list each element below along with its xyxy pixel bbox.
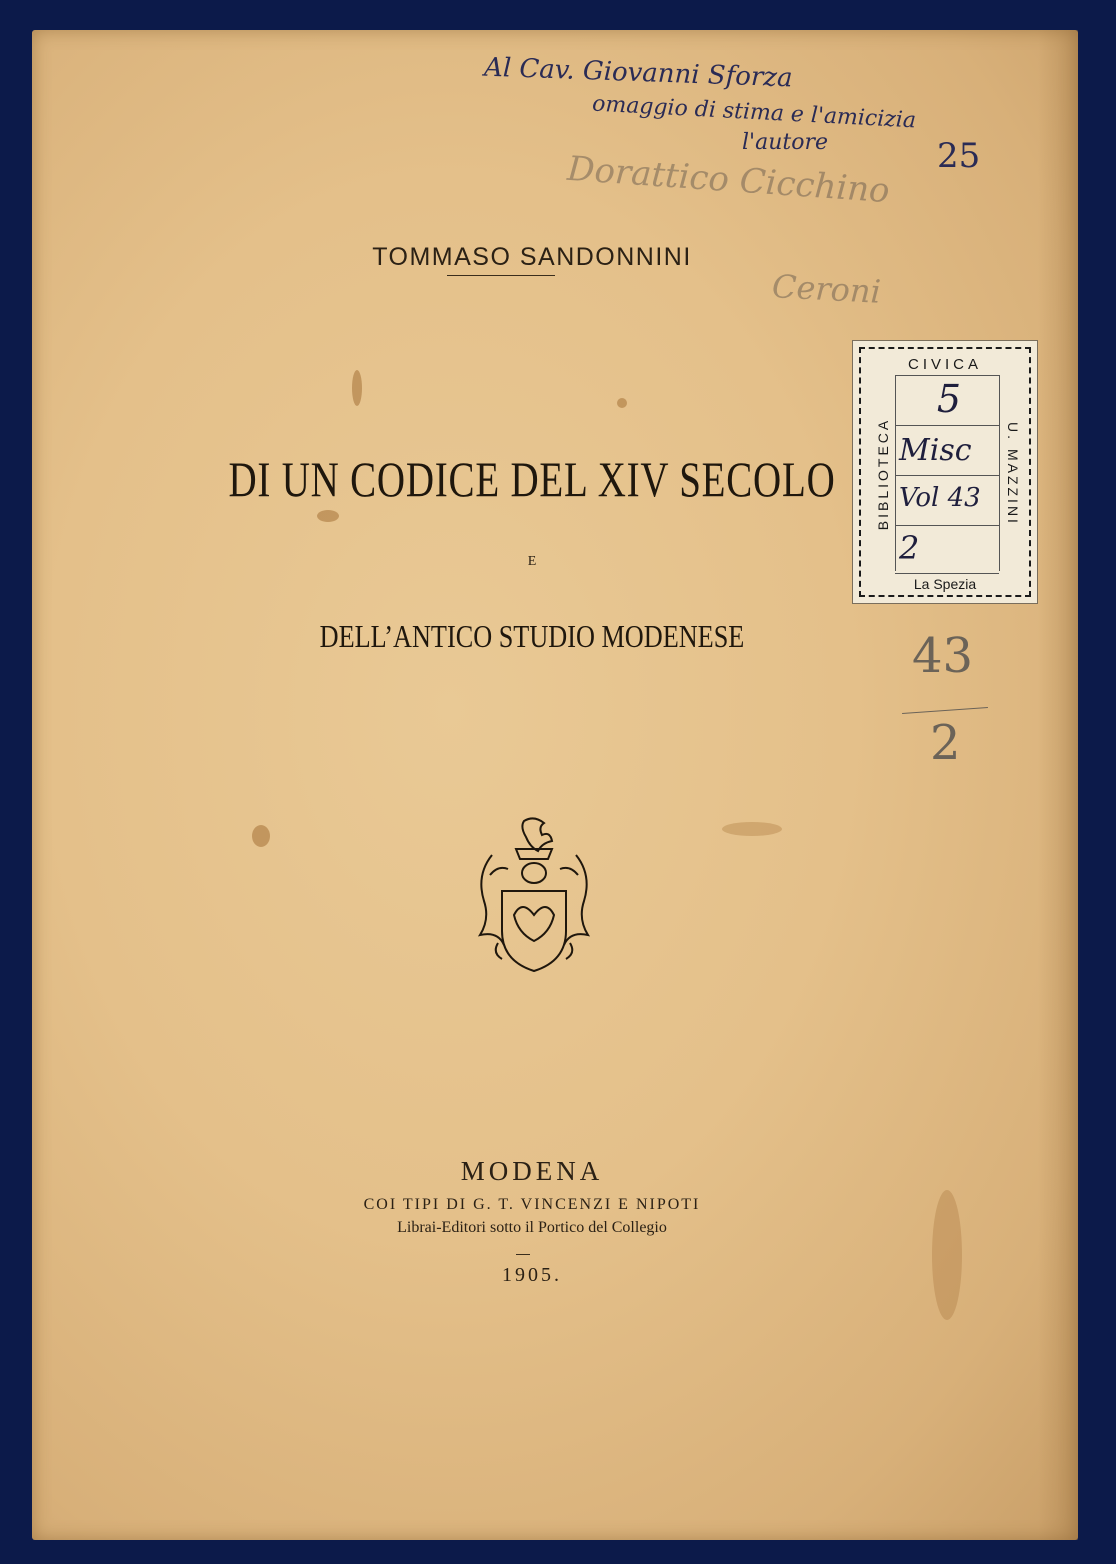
shelfmark-top: 43 — [912, 628, 974, 684]
label-right-text: U. MAZZINI — [1005, 422, 1021, 526]
label-top-text: CIVICA — [907, 356, 982, 373]
label-row-line — [895, 525, 999, 526]
imprint-printer: COI TIPI DI G. T. VINCENZI E NIPOTI — [363, 1196, 701, 1213]
stain — [317, 510, 339, 522]
shelfmark-rule — [902, 707, 988, 714]
spine-edge — [1038, 30, 1078, 1540]
author-rule — [447, 275, 555, 276]
library-label-border — [859, 347, 1031, 597]
imprint-publisher: Librai-Editori sotto il Portico del Collegio — [397, 1219, 667, 1236]
imprint-rule — [516, 1254, 530, 1255]
stain — [617, 398, 627, 408]
book-cover — [32, 30, 1078, 1540]
label-field-2: Misc — [899, 433, 972, 468]
imprint-year: 1905. — [502, 1264, 562, 1286]
library-label — [852, 340, 1038, 604]
label-field-4: 2 — [899, 529, 920, 567]
label-row-line — [895, 375, 999, 376]
label-row-line — [895, 425, 999, 426]
pencil-note-1: Dorattico Cicchino — [565, 148, 891, 212]
dedication-number: 25 — [937, 136, 981, 176]
label-bottom-text: La Spezia — [913, 576, 977, 592]
book-subtitle: DELL’ANTICO STUDIO MODENESE — [319, 618, 745, 654]
author-name: TOMMASO SANDONNINI — [372, 243, 692, 271]
dedication-line-1: Al Cav. Giovanni Sforza — [483, 52, 794, 94]
stain — [252, 825, 270, 847]
dedication-line-3: l'autore — [742, 130, 828, 155]
label-field-3: Vol 43 — [899, 483, 981, 513]
label-row-line — [895, 573, 999, 574]
label-divider-right — [999, 375, 1000, 571]
dedication-line-2: omaggio di stima e l'amicizia — [591, 91, 917, 134]
book-title: DI UN CODICE DEL XIV SECOLO — [228, 451, 836, 507]
label-divider-left — [895, 375, 896, 571]
label-field-1: 5 — [936, 377, 962, 421]
label-row-line — [895, 475, 999, 476]
imprint-city: MODENA — [460, 1156, 604, 1186]
publisher-emblem-icon — [472, 815, 596, 975]
shelfmark-bottom: 2 — [930, 715, 961, 771]
pencil-note-2: Ceroni — [771, 267, 882, 311]
stain — [352, 370, 362, 406]
stain — [722, 822, 782, 836]
label-left-text: BIBLIOTECA — [875, 417, 891, 531]
title-conjunction: E — [527, 554, 537, 569]
